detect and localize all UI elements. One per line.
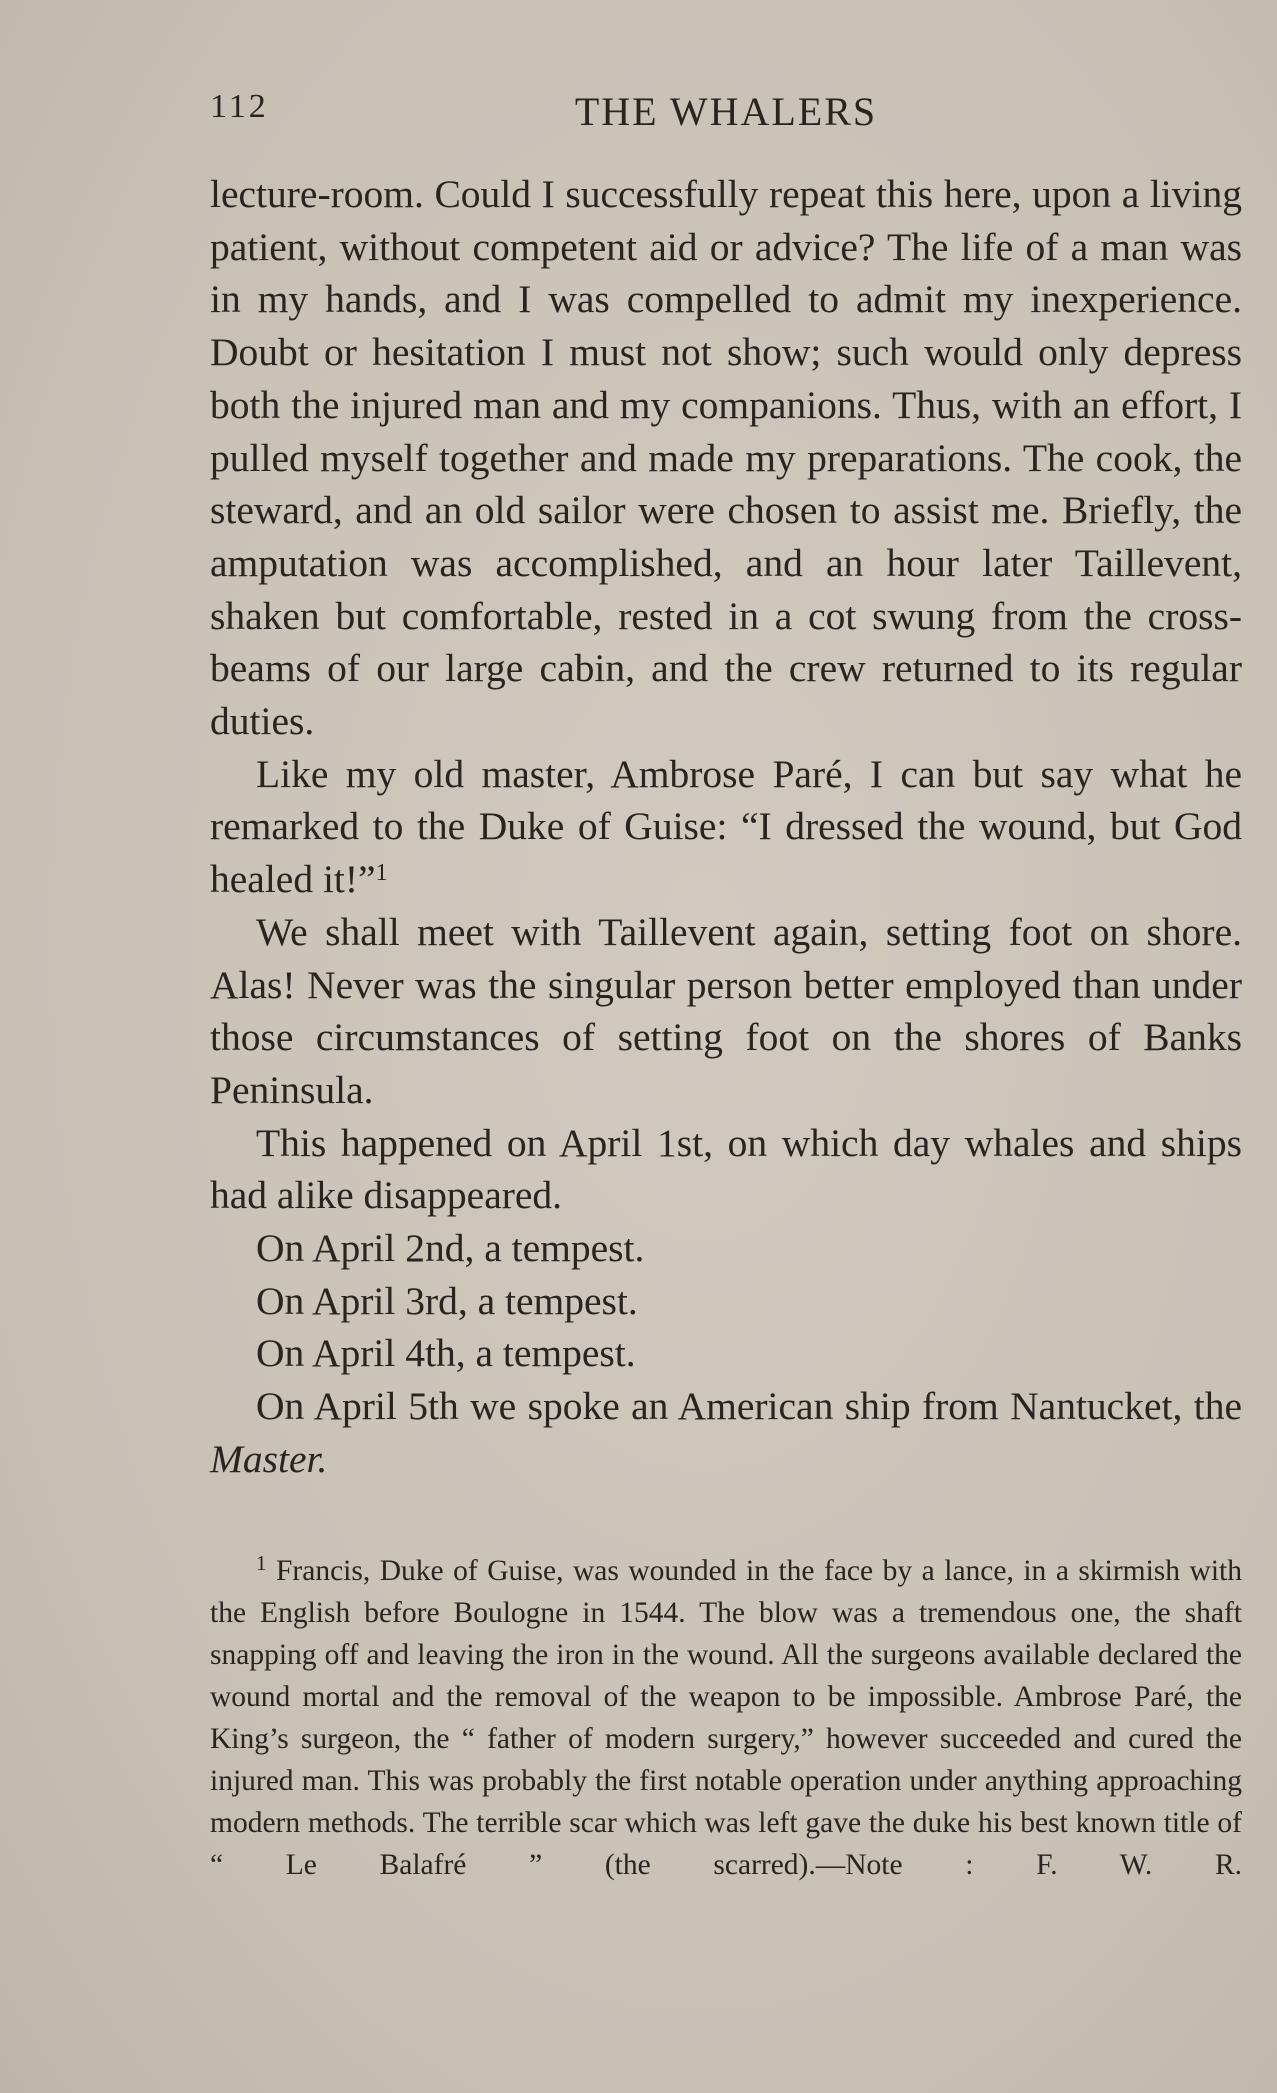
footnote-text: Francis, Duke of Guise, was wounded in the face by a lance, in a skirmish with the English before Boulogne in 1544. The blow was a tremendous one, the shaft snapping off and leaving the iron in the wound. All the surgeons available declared the wound mortal and the removal of the weapon to be impossible. Ambrose Paré, the King’s surgeon, the “ father of modern surgery,” however succeeded and cured the injured man. This was probably the first notable operation under anything approaching modern methods. The terrible scar which was left gave the duke his best known title of “ Le Balafré ” (the scarred).—Note : F. W. R. [210, 1555, 1242, 1881]
paragraph: lecture-room. Could I successfully repeat this here, upon a living patient, without competent aid or advice? The life of a man was in my hands, and I was compelled to admit my inexperience. Doubt or hesitation I must not show; such would only depress both the injured man and my companions. Thus, with an effort, I pulled myself together and made my preparations. The cook, the steward, and an old sailor were chosen to assist me. Briefly, the amputation was accomplished, and an hour later Taillevent, shaken but comfortable, rested in a cot swung from the cross-beams of our large cabin, and the crew returned to its regular duties. [210, 172, 1242, 744]
paragraph-text: Like my old master, Ambrose Paré, I can but say what he remarked to the Duke of Guise: “I dressed the wound, but God healed it!” [210, 751, 1242, 902]
footnote-marker: 1 [256, 1551, 267, 1575]
paragraph: On April 2nd, a tempest. [256, 1226, 645, 1271]
paragraph-text: On April 5th we spoke an American ship from Nantucket, the [256, 1384, 1242, 1429]
page-number: 112 [210, 88, 269, 125]
footnote-paragraph [210, 1550, 1242, 1886]
paragraph: On April 3rd, a tempest. [256, 1278, 638, 1323]
body-text [210, 168, 1242, 1486]
paragraph: On April 4th, a tempest. [256, 1331, 636, 1376]
ship-name: Master. [210, 1436, 328, 1481]
page-header [210, 88, 1242, 138]
paragraph [210, 1380, 1242, 1485]
footnote-reference: 1 [375, 860, 388, 887]
paragraph: This happened on April 1st, on which day whales and ships had alike disappeared. [210, 1120, 1242, 1218]
paragraph: We shall meet with Taillevent again, setting foot on shore. Alas! Never was the singular person better employed than under those circumstances of setting foot on the shores of Banks Peninsula. [210, 909, 1242, 1112]
paragraph [210, 748, 1242, 906]
running-head: THE WHALERS [574, 89, 878, 134]
footnote [210, 1550, 1242, 1886]
